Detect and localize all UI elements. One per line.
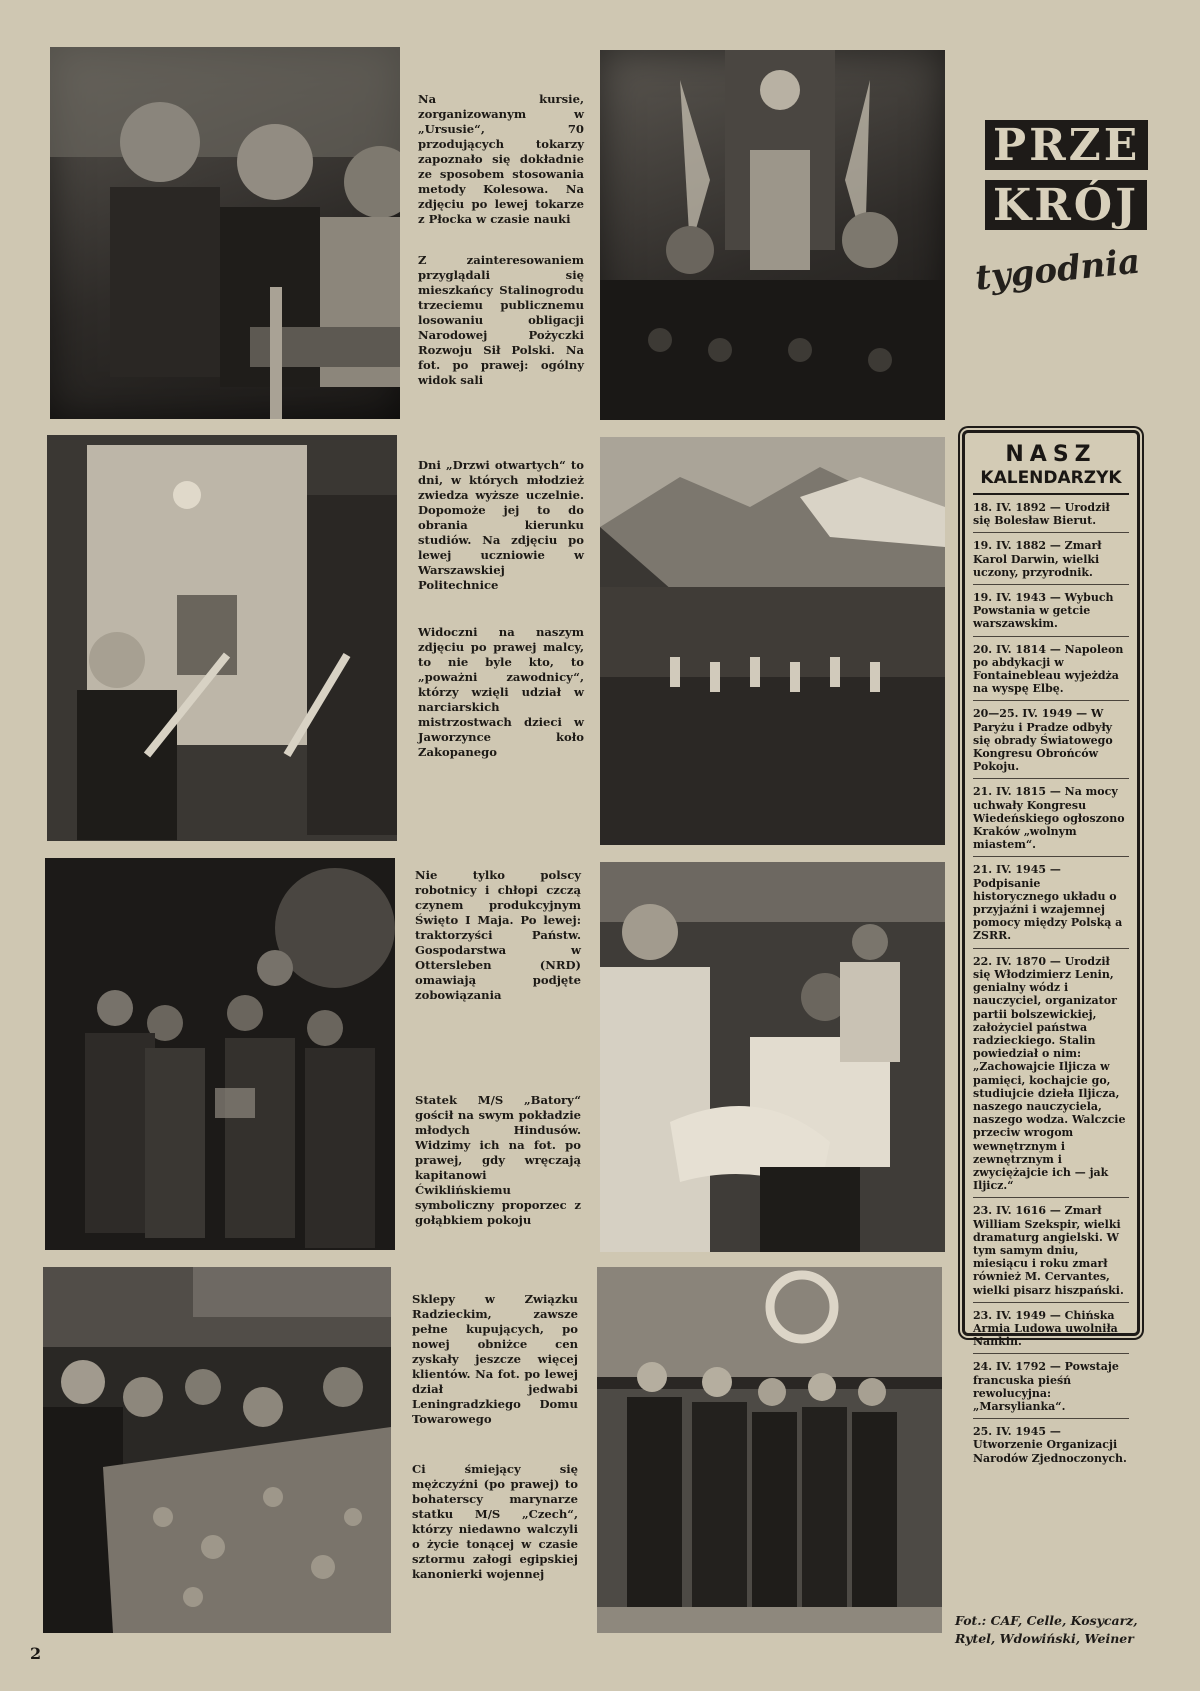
- logo-line-1: PRZE: [985, 120, 1148, 170]
- caption-soviet-shops: Sklepy w Związku Radzieckim, zawsze pełne kupujących, po nowej obniżce cen zyskały jeszcze więcej klientów. Na fot. po lewej dział jedwabi Leningradzkiego Domu Towarowego: [412, 1292, 578, 1426]
- photo-lathe-trainees: [50, 47, 400, 419]
- calendar-entry: 18. IV. 1892 — Urodził się Bolesław Bierut.: [973, 501, 1129, 533]
- logo-line-2: KRÓJ: [985, 180, 1147, 230]
- photo-credits: Fot.: CAF, Celle, Kosycarz, Rytel, Wdowiński, Weiner: [955, 1613, 1138, 1646]
- calendar-box: [962, 430, 1140, 1465]
- logo-line-3: tygodnia: [973, 241, 1142, 299]
- caption-tractor: Nie tylko polscy robotnicy i chłopi czczą czynem produkcyjnym Święto I Maja. Po lewej: traktorzyści Państw. Gospodarstwa w Ottersleben (NRD) omawiają podjęte zobowiązania: [415, 868, 581, 1002]
- calendar-entry: 20. IV. 1814 — Napoleon po abdykacji w Fontainebleau wyjeżdża na wyspę Elbę.: [973, 643, 1129, 702]
- photo-bond-lottery-hall: [600, 50, 945, 420]
- photo-czech-sailors: [597, 1267, 942, 1633]
- calendar-entry: 25. IV. 1945 — Utworzenie Organizacji Narodów Zjednoczonych.: [973, 1425, 1127, 1465]
- photo-ski-championship-kids: [600, 437, 945, 845]
- photo-polytechnic-students: [47, 435, 397, 841]
- photo-tractor-drivers: [45, 858, 395, 1250]
- calendar-entry: 20—25. IV. 1949 — W Paryżu i Pradze odbyły się obrady Światowego Kongresu Obrońców Pokoju.: [973, 707, 1129, 779]
- photo-batory-captain-handshake: [600, 862, 945, 1252]
- calendar-entry: 23. IV. 1616 — Zmarł William Szekspir, wielki dramaturg angielski. W tym samym dniu, miesiącu i roku zmarł również M. Cervantes, wielki pisarz hiszpański.: [973, 1204, 1129, 1302]
- calendar-entry: 24. IV. 1792 — Powstaje francuska pieśń rewolucyjna: „Marsylianka“.: [973, 1360, 1129, 1419]
- photo-leningrad-silk-department: [43, 1267, 391, 1633]
- przekroj-logo: [975, 120, 1175, 300]
- page-number: 2: [30, 1644, 42, 1663]
- calendar-title: NASZ: [1005, 442, 1097, 467]
- caption-bond-lottery: Z zainteresowaniem przyglądali się mieszkańcy Stalinogrodu trzeciemu publicznemu losowaniu obligacji Narodowej Pożyczki Rozwoju Sił Polski. Na fot. po prawej: ogólny widok sali: [418, 253, 584, 387]
- caption-czech-sailors: Ci śmiejący się mężczyźni (po prawej) to bohaterscy marynarze statku M/S „Czech“, którzy niedawno walczyli o życie tonącej w czasie sztormu załogi egipskiej kanonierki wojennej: [412, 1462, 578, 1581]
- calendar-entry: 23. IV. 1949 — Chińska Armia Ludowa uwolniła Nankin.: [973, 1309, 1129, 1355]
- calendar-entry: 22. IV. 1870 — Urodził się Włodzimierz Lenin, genialny wódz i nauczyciel, organizator partii bolszewickiej, założyciel państwa radzieckiego. Stalin powiedział o nim: „Zachowajcie Iljicza w pamięci, kochajcie go, studiujcie dzieła Iljicza, naszego nauczyciela, naszego wodza. Walczcie przeciw wrogom wewnętrznym i zewnętrznym i zwyciężajcie ich — jak Iljicz.“: [973, 955, 1129, 1199]
- calendar-entry: 19. IV. 1943 — Wybuch Powstania w getcie warszawskim.: [973, 591, 1129, 637]
- caption-batory: Statek M/S „Batory“ gościł na swym pokładzie młodych Hindusów. Widzimy ich na fot. po prawej, gdy wręczają kapitanowi Ćwiklińskiemu symboliczny proporzec z gołąbkiem pokoju: [415, 1093, 581, 1227]
- calendar-entry: 19. IV. 1882 — Zmarł Karol Darwin, wielki uczony, przyrodnik.: [973, 539, 1129, 585]
- caption-open-doors: Dni „Drzwi otwartych“ to dni, w których młodzież zwiedza wyższe uczelnie. Dopomoże jej to do obrania kierunku studiów. Na zdjęciu po lewej uczniowie w Warszawskiej Politechnice: [418, 458, 584, 592]
- caption-ski-kids: Widoczni na naszym zdjęciu po prawej malcy, to nie byle kto, to „poważni zawodnicy“, którzy wzięli udział w narciarskich mistrzostwach dzieci w Jaworzynce koło Zakopanego: [418, 625, 584, 759]
- calendar-entry: 21. IV. 1815 — Na mocy uchwały Kongresu Wiedeńskiego ogłoszono Kraków „wolnym miastem“.: [973, 785, 1129, 857]
- caption-lathe: Na kursie, zorganizowanym w „Ursusie“, 70 przodujących tokarzy zapoznało się dokładnie ze sposobem stosowania metody Kolesowa. Na zdjęciu po lewej tokarze z Płocka w czasie nauki: [418, 92, 584, 226]
- calendar-entry: 21. IV. 1945 — Podpisanie historycznego układu o przyjaźni i wzajemnej pomocy między Polską a ZSRR.: [973, 863, 1129, 948]
- calendar-subtitle: KALENDARZYK: [973, 467, 1129, 495]
